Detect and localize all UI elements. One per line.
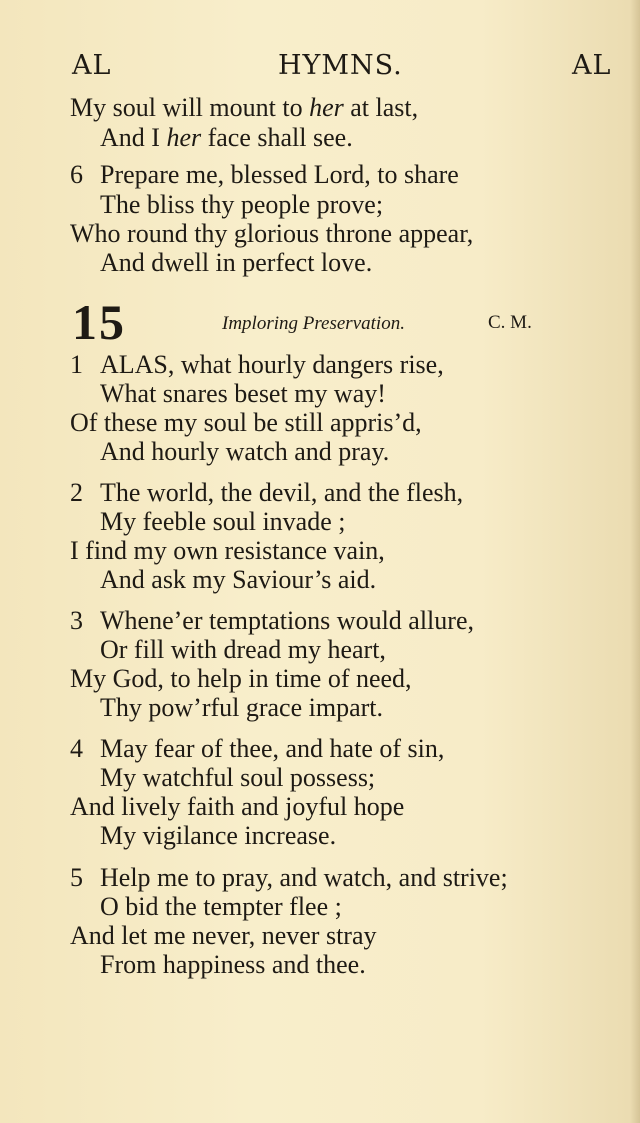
verse-line: And dwell in perfect love.: [100, 248, 373, 277]
stanza-number: 1: [70, 350, 83, 379]
verse-line: 2 The world, the devil, and the flesh,: [70, 478, 464, 507]
stanza-number: 4: [70, 734, 83, 763]
verse-line: O bid the tempter flee ;: [100, 892, 342, 921]
verse-line: 3 Whene’er temptations would allure,: [70, 606, 474, 635]
header-right: AL: [572, 50, 612, 81]
verse-line: 6 Prepare me, blessed Lord, to share: [70, 160, 459, 189]
verse-line: My God, to help in time of need,: [70, 664, 412, 693]
stanza-number: 6: [70, 160, 83, 189]
verse-line: 4 May fear of thee, and hate of sin,: [70, 734, 445, 763]
header-left: AL: [72, 50, 112, 81]
hymn-meter: C. M.: [488, 312, 532, 333]
verse-line: My soul will mount to her at last,: [70, 93, 419, 122]
verse-line: My vigilance increase.: [100, 821, 337, 850]
verse-line: And I her face shall see.: [100, 123, 353, 152]
verse-line: I find my own resistance vain,: [70, 536, 385, 565]
hymn-number: 15: [72, 294, 126, 350]
hymn-heading: [0, 293, 640, 350]
verse-line: Of these my soul be still appris’d,: [70, 408, 422, 437]
stanza-number: 3: [70, 606, 83, 635]
verse-line: Thy pow’rful grace impart.: [100, 693, 384, 722]
verse-line: And hourly watch and pray.: [100, 437, 390, 466]
verse-line: Or fill with dread my heart,: [100, 635, 386, 664]
stanza-number: 5: [70, 863, 83, 892]
header-title: HYMNS.: [278, 50, 403, 81]
verse-line: Who round thy glorious throne appear,: [70, 219, 474, 248]
verse-line: My feeble soul invade ;: [100, 507, 346, 536]
verse-line: And lively faith and joyful hope: [70, 792, 405, 821]
verse-line: 1 ALAS, what hourly dangers rise,: [70, 350, 444, 379]
page-edge-shadow: [630, 0, 640, 1123]
verse-line: And let me never, never stray: [70, 921, 377, 950]
verse-line: The bliss thy people prove;: [100, 190, 384, 219]
hymn-title: Imploring Preservation.: [222, 313, 405, 334]
verse-line: What snares beset my way!: [100, 379, 386, 408]
verse-line: And ask my Saviour’s aid.: [100, 565, 377, 594]
verse-line: 5 Help me to pray, and watch, and strive;: [70, 863, 508, 892]
verse-line: My watchful soul possess;: [100, 763, 376, 792]
stanza-number: 2: [70, 478, 83, 507]
verse-line: From happiness and thee.: [100, 950, 366, 979]
running-header: [0, 50, 640, 84]
